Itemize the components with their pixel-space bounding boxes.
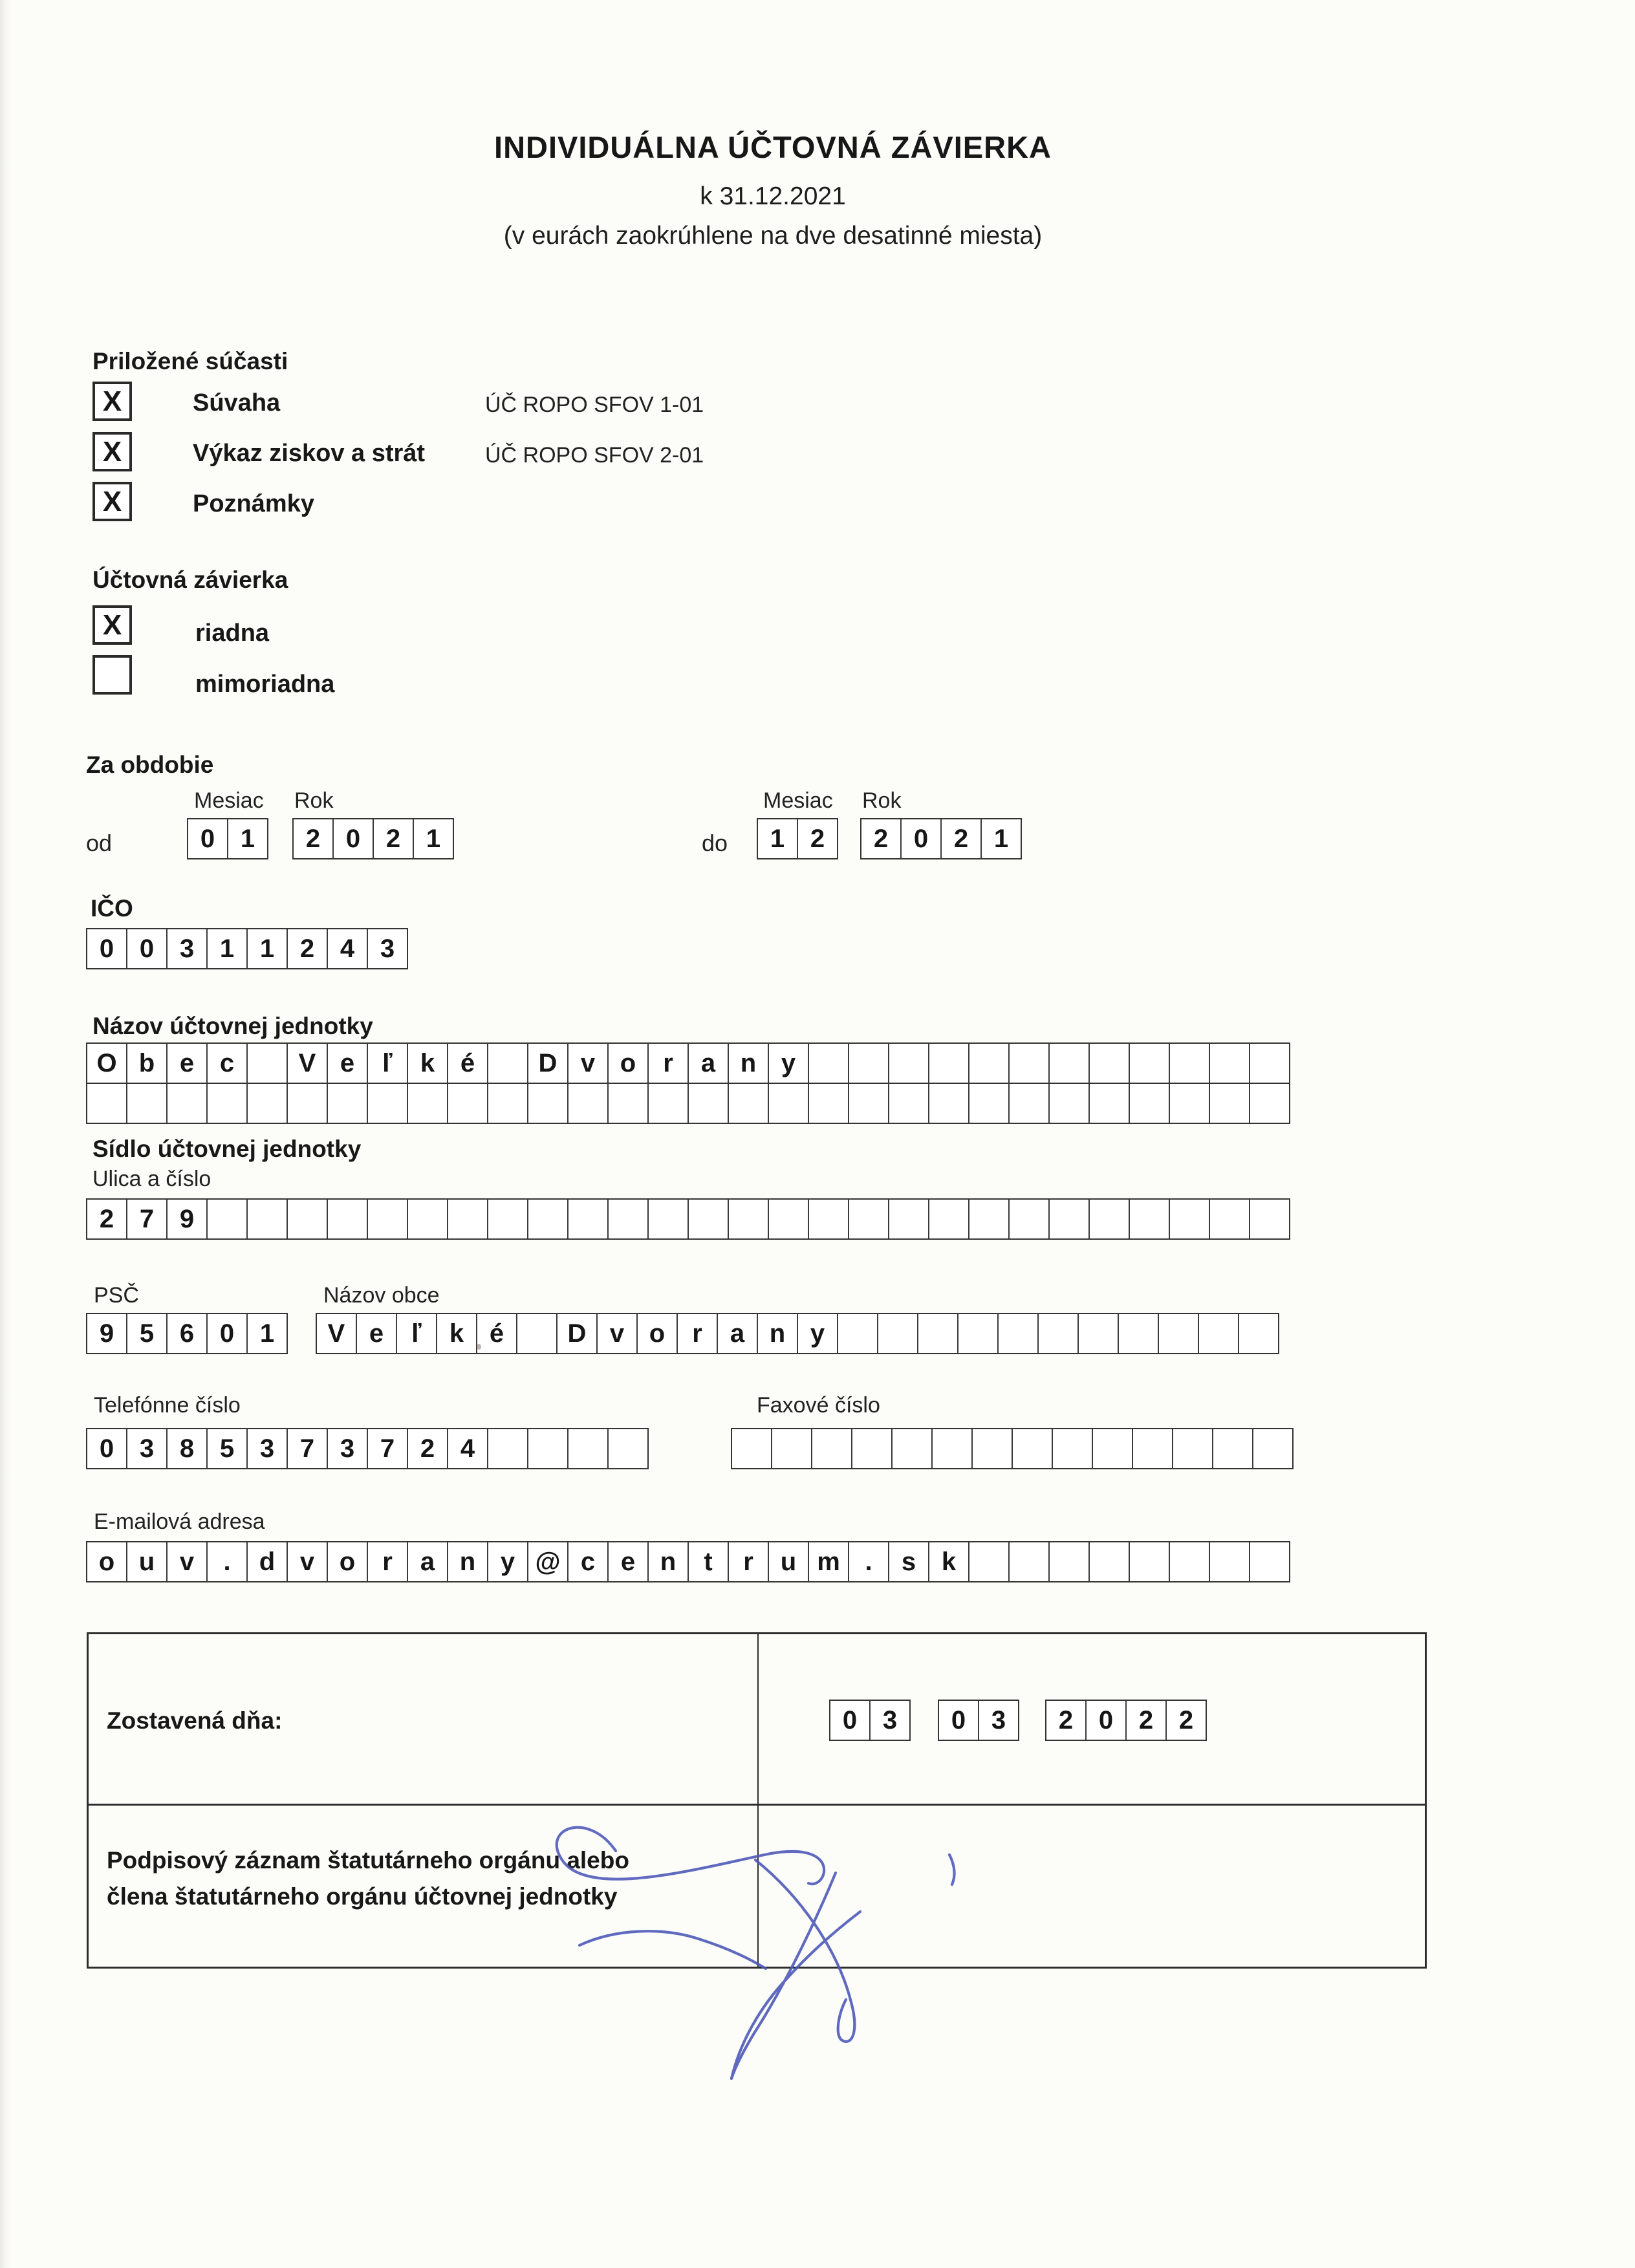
char-cell: V: [288, 1044, 328, 1083]
attachments-heading: Priložené súčasti: [92, 348, 288, 374]
char-cell: e: [168, 1044, 208, 1083]
signature-label-line2: člena štatutárneho orgánu účtovnej jednotky: [107, 1883, 618, 1910]
char-cell: a: [408, 1542, 448, 1581]
char-cell: [812, 1429, 852, 1468]
checkbox-riadna-mark: X: [102, 609, 122, 641]
char-cell: 6: [168, 1314, 208, 1353]
char-cell: e: [328, 1044, 368, 1083]
char-cell: d: [248, 1542, 288, 1581]
char-cell: O: [87, 1044, 127, 1083]
char-cell: [809, 1044, 849, 1083]
char-cell: ľ: [368, 1044, 408, 1083]
char-cell: [973, 1429, 1013, 1468]
char-cell: 4: [328, 929, 368, 968]
char-cell: 1: [758, 819, 798, 858]
char-cell: [528, 1429, 568, 1468]
char-cell: D: [528, 1044, 568, 1083]
char-cell: 2: [374, 819, 414, 858]
period-heading: Za obdobie: [86, 751, 214, 778]
char-cell: [127, 1084, 168, 1123]
period-from-month-label: Mesiac: [194, 788, 264, 813]
char-cell: [1093, 1429, 1133, 1468]
char-cell: 7: [368, 1429, 408, 1468]
char-cell: [1050, 1044, 1090, 1083]
char-cell: 2: [942, 819, 982, 858]
char-cell: 2: [810, 825, 825, 853]
char-cell: [918, 1314, 958, 1353]
char-cell: o: [638, 1314, 678, 1353]
compiled-day-grid: [829, 1700, 911, 1741]
char-cell: [568, 1429, 609, 1468]
char-cell: [849, 1044, 889, 1083]
char-cell: 7: [127, 1200, 168, 1238]
checkbox-vykaz-mark: X: [102, 435, 122, 468]
char-cell: r: [368, 1542, 408, 1581]
compiled-year-grid: [1045, 1700, 1207, 1741]
char-cell: e: [357, 1314, 397, 1353]
char-cell: [1210, 1200, 1250, 1238]
period-to-year-label: Rok: [862, 788, 902, 813]
attachment-code-vykaz: ÚČ ROPO SFOV 2-01: [485, 443, 704, 468]
char-cell: v: [598, 1314, 638, 1353]
email-grid: [86, 1541, 1290, 1582]
checkbox-riadna: [92, 605, 132, 645]
compiled-month-grid: [938, 1700, 1019, 1741]
char-cell: v: [288, 1542, 328, 1581]
char-cell: [1013, 1429, 1053, 1468]
char-cell: 1: [993, 825, 1009, 853]
char-cell: [933, 1429, 973, 1468]
char-cell: [1210, 1084, 1250, 1123]
char-cell: [1090, 1044, 1130, 1083]
char-cell: 8: [168, 1429, 208, 1468]
char-cell: e: [609, 1542, 649, 1581]
page-title: INDIVIDUÁLNA ÚČTOVNÁ ZÁVIERKA: [494, 130, 1052, 164]
period-from-year-grid: [292, 818, 454, 859]
char-cell: [1130, 1084, 1170, 1123]
char-cell: s: [889, 1542, 929, 1581]
char-cell: [488, 1200, 528, 1238]
char-cell: o: [609, 1044, 649, 1083]
char-cell: 1: [208, 929, 248, 968]
signature-table-row-divider: [89, 1804, 1425, 1806]
char-cell: u: [769, 1542, 809, 1581]
char-cell: n: [649, 1542, 689, 1581]
char-cell: [1130, 1542, 1170, 1581]
char-cell: [288, 1200, 328, 1238]
char-cell: [772, 1429, 812, 1468]
char-cell: [1079, 1314, 1119, 1353]
char-cell: b: [127, 1044, 168, 1083]
char-cell: .: [208, 1542, 248, 1581]
char-cell: 0: [188, 819, 228, 858]
period-from-label: od: [86, 830, 113, 856]
char-cell: [893, 1429, 933, 1468]
char-cell: [408, 1200, 448, 1238]
char-cell: [689, 1200, 729, 1238]
char-cell: @: [528, 1542, 568, 1581]
char-cell: ľ: [397, 1314, 437, 1353]
char-cell: [168, 1084, 208, 1123]
char-cell: [1213, 1429, 1253, 1468]
char-cell: [958, 1314, 999, 1353]
char-cell: 3: [168, 929, 208, 968]
char-cell: [1250, 1084, 1289, 1123]
scan-left-edge-shadow: [0, 0, 12, 2268]
char-cell: [1050, 1542, 1090, 1581]
char-cell: 0: [334, 819, 374, 858]
char-cell: a: [689, 1044, 729, 1083]
char-cell: [609, 1429, 647, 1468]
char-cell: 2: [294, 819, 334, 858]
char-cell: [1159, 1314, 1199, 1353]
char-cell: 1: [248, 929, 288, 968]
entity-name-grid-row1: [86, 1042, 1290, 1084]
attachment-label-poznamky: Poznámky: [193, 490, 314, 517]
city-grid: [316, 1313, 1279, 1354]
char-cell: [1170, 1084, 1210, 1123]
char-cell: [1250, 1044, 1289, 1083]
char-cell: [568, 1200, 609, 1238]
char-cell: [568, 1084, 609, 1123]
char-cell: y: [798, 1314, 838, 1353]
char-cell: m: [809, 1542, 849, 1581]
char-cell: v: [168, 1542, 208, 1581]
char-cell: [1119, 1314, 1159, 1353]
char-cell: [969, 1084, 1010, 1123]
char-cell: 0: [87, 1429, 127, 1468]
zip-label: PSČ: [94, 1283, 139, 1308]
char-cell: 2: [1046, 1701, 1087, 1740]
char-cell: k: [408, 1044, 448, 1083]
char-cell: [769, 1084, 809, 1123]
char-cell: [969, 1200, 1010, 1238]
char-cell: 1: [426, 825, 441, 853]
char-cell: [1050, 1084, 1090, 1123]
checkbox-mimoriadna: [92, 655, 132, 695]
char-cell: [609, 1200, 649, 1238]
char-cell: [1130, 1200, 1170, 1238]
compiled-on-label: Zostavená dňa:: [107, 1707, 283, 1734]
char-cell: [969, 1542, 1010, 1581]
char-cell: [1253, 1429, 1292, 1468]
char-cell: 0: [87, 929, 127, 968]
char-cell: [488, 1084, 528, 1123]
char-cell: [929, 1044, 969, 1083]
char-cell: u: [127, 1542, 168, 1581]
char-cell: n: [729, 1044, 769, 1083]
char-cell: [1010, 1044, 1050, 1083]
address-heading: Sídlo účtovnej jednotky: [92, 1136, 362, 1162]
char-cell: 3: [127, 1429, 168, 1468]
char-cell: 0: [830, 1701, 871, 1740]
as-of-date: k 31.12.2021: [700, 182, 846, 210]
ico-grid: [86, 928, 408, 969]
char-cell: [929, 1084, 969, 1123]
char-cell: o: [87, 1542, 127, 1581]
char-cell: 0: [208, 1314, 248, 1353]
char-cell: [1239, 1314, 1278, 1353]
char-cell: [1090, 1542, 1130, 1581]
char-cell: 9: [87, 1314, 127, 1353]
char-cell: a: [718, 1314, 758, 1353]
checkbox-vykaz: [92, 432, 132, 471]
char-cell: o: [328, 1542, 368, 1581]
char-cell: 3: [248, 1429, 288, 1468]
char-cell: [488, 1429, 528, 1468]
period-from-year-label: Rok: [294, 788, 334, 813]
char-cell: [809, 1084, 849, 1123]
zip-grid: [86, 1313, 288, 1354]
char-cell: [1170, 1542, 1210, 1581]
char-cell: 2: [288, 929, 328, 968]
char-cell: [1090, 1084, 1130, 1123]
char-cell: 2: [408, 1429, 448, 1468]
char-cell: [208, 1200, 248, 1238]
char-cell: [1250, 1542, 1289, 1581]
char-cell: [517, 1314, 558, 1353]
char-cell: [1133, 1429, 1173, 1468]
char-cell: r: [678, 1314, 718, 1353]
char-cell: 3: [328, 1429, 368, 1468]
char-cell: [1039, 1314, 1079, 1353]
char-cell: [1010, 1542, 1050, 1581]
char-cell: 1: [240, 825, 255, 853]
char-cell: [1199, 1314, 1239, 1353]
char-cell: [488, 1044, 528, 1083]
checkbox-suvaha: [92, 382, 132, 421]
char-cell: [729, 1200, 769, 1238]
char-cell: 2: [1127, 1701, 1167, 1740]
char-cell: [1010, 1200, 1050, 1238]
char-cell: [1250, 1200, 1289, 1238]
char-cell: [448, 1200, 488, 1238]
char-cell: [1170, 1200, 1210, 1238]
signature-label-line1: Podpisový záznam štatutárneho orgánu alebo: [107, 1847, 629, 1874]
char-cell: [729, 1084, 769, 1123]
char-cell: [732, 1429, 772, 1468]
char-cell: 2: [861, 819, 902, 858]
char-cell: [368, 1200, 408, 1238]
period-to-year-grid: [860, 818, 1022, 859]
char-cell: [889, 1200, 929, 1238]
signature-table: [87, 1632, 1427, 1969]
char-cell: [1010, 1084, 1050, 1123]
char-cell: 9: [168, 1200, 208, 1238]
char-cell: [609, 1084, 649, 1123]
closing-heading: Účtovná závierka: [92, 567, 288, 593]
char-cell: 3: [882, 1706, 898, 1734]
phone-label: Telefónne číslo: [94, 1393, 241, 1418]
char-cell: [248, 1044, 288, 1083]
char-cell: 2: [1178, 1706, 1194, 1734]
char-cell: 1: [259, 1319, 275, 1348]
period-to-month-grid: [757, 818, 838, 859]
char-cell: [1173, 1429, 1213, 1468]
char-cell: [929, 1200, 969, 1238]
char-cell: [248, 1084, 288, 1123]
closing-label-mimoriadna: mimoriadna: [195, 671, 335, 698]
checkbox-poznamky-mark: X: [102, 485, 122, 517]
attachment-label-vykaz: Výkaz ziskov a strát: [193, 440, 426, 467]
char-cell: é: [448, 1044, 488, 1083]
char-cell: [328, 1200, 368, 1238]
checkbox-suvaha-mark: X: [102, 385, 122, 417]
char-cell: V: [317, 1314, 357, 1353]
char-cell: v: [568, 1044, 609, 1083]
char-cell: [368, 1084, 408, 1123]
char-cell: .: [849, 1542, 889, 1581]
char-cell: [649, 1084, 689, 1123]
char-cell: [1210, 1044, 1250, 1083]
char-cell: 3: [991, 1706, 1006, 1734]
fax-grid: [731, 1428, 1294, 1469]
char-cell: n: [758, 1314, 798, 1353]
char-cell: 5: [208, 1429, 248, 1468]
char-cell: D: [558, 1314, 598, 1353]
char-cell: 5: [127, 1314, 168, 1353]
char-cell: 3: [380, 934, 395, 963]
closing-label-riadna: riadna: [195, 620, 270, 647]
char-cell: r: [729, 1542, 769, 1581]
char-cell: [852, 1429, 893, 1468]
char-cell: 0: [127, 929, 168, 968]
char-cell: 0: [902, 819, 942, 858]
entity-name-grid-row2: [86, 1083, 1290, 1124]
period-to-month-label: Mesiac: [763, 788, 833, 813]
char-cell: y: [769, 1044, 809, 1083]
char-cell: 4: [448, 1429, 488, 1468]
char-cell: y: [488, 1542, 528, 1581]
char-cell: 7: [288, 1429, 328, 1468]
char-cell: t: [689, 1542, 729, 1581]
ico-label: IČO: [91, 895, 133, 922]
signature-table-column-divider: [757, 1634, 759, 1967]
attachment-code-suvaha: ÚČ ROPO SFOV 1-01: [485, 393, 704, 417]
char-cell: k: [437, 1314, 477, 1353]
char-cell: [1210, 1542, 1250, 1581]
char-cell: [849, 1200, 889, 1238]
char-cell: [208, 1084, 248, 1123]
char-cell: c: [208, 1044, 248, 1083]
city-label: Názov obce: [323, 1283, 440, 1308]
char-cell: [528, 1084, 568, 1123]
char-cell: [1050, 1200, 1090, 1238]
char-cell: n: [448, 1542, 488, 1581]
char-cell: [649, 1200, 689, 1238]
fax-label: Faxové číslo: [757, 1393, 880, 1418]
period-from-month-grid: [187, 818, 268, 859]
period-to-label: do: [702, 830, 728, 856]
char-cell: [1053, 1429, 1093, 1468]
char-cell: [87, 1084, 127, 1123]
char-cell: [889, 1044, 929, 1083]
char-cell: [769, 1200, 809, 1238]
email-label: E-mailová adresa: [94, 1509, 265, 1534]
char-cell: [408, 1084, 448, 1123]
char-cell: c: [568, 1542, 609, 1581]
char-cell: [838, 1314, 878, 1353]
checkbox-poznamky: [92, 482, 132, 521]
char-cell: [448, 1084, 488, 1123]
char-cell: [689, 1084, 729, 1123]
street-grid: [86, 1198, 1290, 1240]
char-cell: 0: [939, 1701, 979, 1740]
char-cell: [248, 1200, 288, 1238]
char-cell: [328, 1084, 368, 1123]
char-cell: [1090, 1200, 1130, 1238]
attachment-label-suvaha: Súvaha: [193, 389, 281, 416]
char-cell: [809, 1200, 849, 1238]
entity-name-label: Názov účtovnej jednotky: [92, 1013, 373, 1039]
char-cell: [1130, 1044, 1170, 1083]
char-cell: [878, 1314, 918, 1353]
char-cell: [528, 1200, 568, 1238]
scan-speck: [477, 1344, 481, 1350]
char-cell: [889, 1084, 929, 1123]
char-cell: [1170, 1044, 1210, 1083]
char-cell: [288, 1084, 328, 1123]
char-cell: r: [649, 1044, 689, 1083]
rounding-note: (v eurách zaokrúhlene na dve desatinné miesta): [503, 222, 1043, 250]
char-cell: [969, 1044, 1010, 1083]
char-cell: 2: [87, 1200, 127, 1238]
char-cell: [849, 1084, 889, 1123]
phone-grid: [86, 1428, 649, 1469]
char-cell: k: [929, 1542, 969, 1581]
street-label: Ulica a číslo: [92, 1167, 211, 1191]
char-cell: [999, 1314, 1039, 1353]
char-cell: é: [477, 1314, 517, 1353]
char-cell: 0: [1087, 1701, 1127, 1740]
